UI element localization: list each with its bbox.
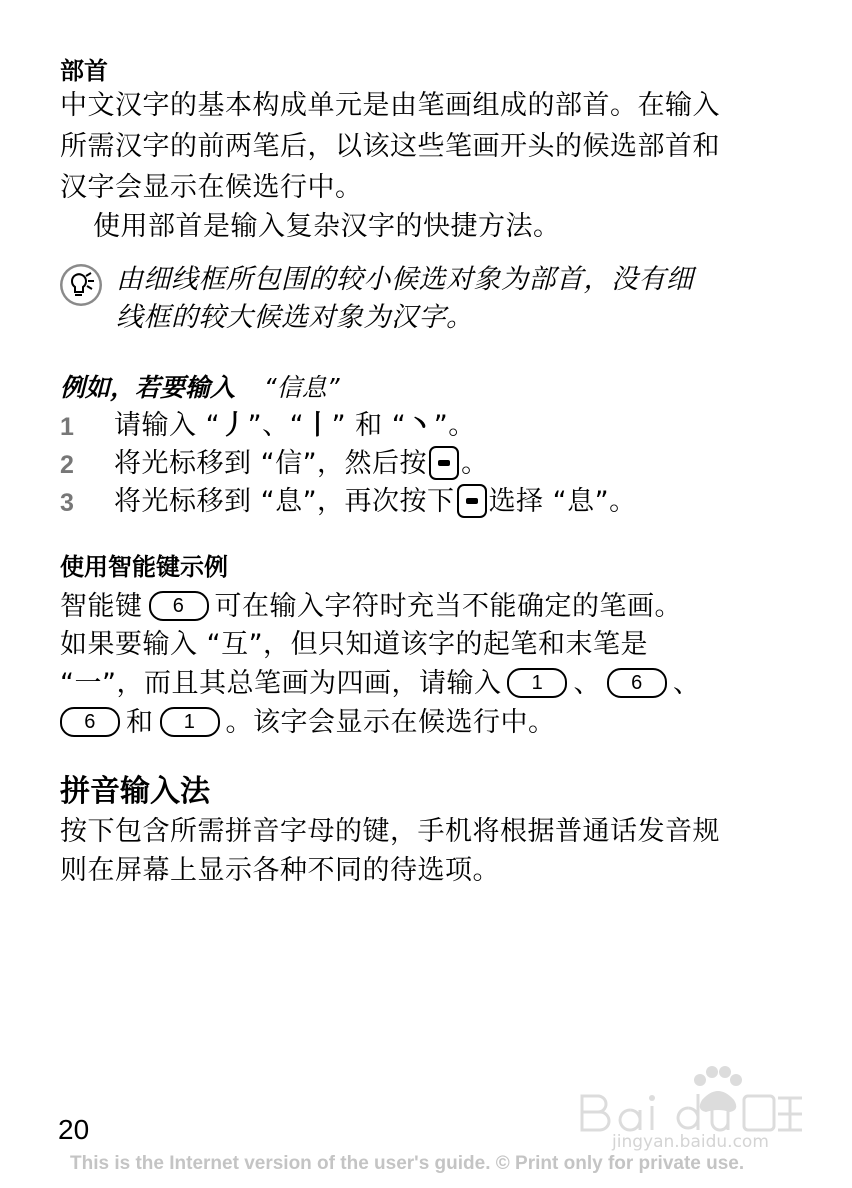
radicals-heading: 部首 [60,57,108,85]
step-number-2: 2 [60,451,74,479]
smart-key-line-3-end: 、 [672,668,701,699]
stroke-dian: 丶 [406,410,434,441]
stroke-pie: 丿 [220,410,248,441]
radicals-paragraph-line-3: 汉字会显示在候选行中。 [60,172,363,203]
smart-key-line-1-prefix: 智能键 [60,591,143,622]
smart-key-line-3 [60,666,700,702]
smart-key-line-4-suffix: 。该字会显示在候选行中。 [225,707,556,738]
step-3-text [114,484,637,520]
stroke-shu: 丨 [304,410,332,441]
step-2-prefix: 将光标移到 “信”，然后按 [114,448,428,479]
smart-key-line-1-suffix: 可在输入字符时充当不能确定的笔画。 [214,591,682,622]
smart-key-line-1 [60,589,682,625]
step-1-sep-2: ” 和 “ [331,410,407,441]
key-6-icon: 6 [60,707,120,737]
smart-key-line-3-prefix: “一”，而且其总笔画为四画，请输入 [60,668,502,699]
smart-key-line-3-sep: 、 [573,668,601,699]
key-6-icon: 6 [607,668,667,698]
step-3-suffix: 选择 “息”。 [488,486,637,517]
center-select-key-icon [457,484,487,518]
step-1-sep-1: ”、“ [247,410,305,441]
tip-line-2: 线框的较大候选对象为汉字。 [116,302,474,333]
step-2-suffix: 。 [461,448,489,479]
smart-key-line-4 [54,705,556,741]
step-1-text [114,408,476,444]
step-number-1: 1 [60,413,74,441]
step-2-text [114,446,489,482]
lightbulb-tip-icon [58,262,104,308]
key-1-icon: 1 [507,668,567,698]
footer-note: This is the Internet version of the user's guide. © Print only for private use. [70,1153,745,1174]
step-number-3: 3 [60,489,74,517]
smart-key-line-2: 如果要输入 “互”，但只知道该字的起笔和末笔是 [60,629,649,660]
pinyin-line-2: 则在屏幕上显示各种不同的待选项。 [60,855,500,886]
example-heading [60,373,340,403]
smart-key-heading: 使用智能键示例 [60,553,228,581]
example-heading-label: 例如，若要输入 [60,373,236,402]
radicals-paragraph-line-2: 所需汉字的前两笔后，以该这些笔画开头的候选部首和 [60,131,720,162]
example-heading-target: “信息” [263,373,340,402]
radicals-shortcut-line: 使用部首是输入复杂汉字的快捷方法。 [93,211,561,242]
step-3-prefix: 将光标移到 “息”，再次按下 [114,486,455,517]
tip-line-1: 由细线框所包围的较小候选对象为部首，没有细 [116,264,694,295]
smart-key-line-4-mid: 和 [126,707,154,738]
step-1-suffix: ”。 [433,410,476,441]
key-6-icon: 6 [149,591,209,621]
baidu-jingyan-watermark [578,1058,808,1158]
watermark-url: jingyan.baidu.com [612,1132,769,1152]
step-1-prefix: 请输入 “ [114,410,221,441]
pinyin-heading: 拼音输入法 [60,774,210,809]
radicals-paragraph-line-1: 中文汉字的基本构成单元是由笔画组成的部首。在输入 [60,90,720,121]
page-number: 20 [58,1114,90,1145]
key-1-icon: 1 [160,707,220,737]
pinyin-line-1: 按下包含所需拼音字母的键，手机将根据普通话发音规 [60,816,720,847]
center-select-key-icon [429,446,459,480]
